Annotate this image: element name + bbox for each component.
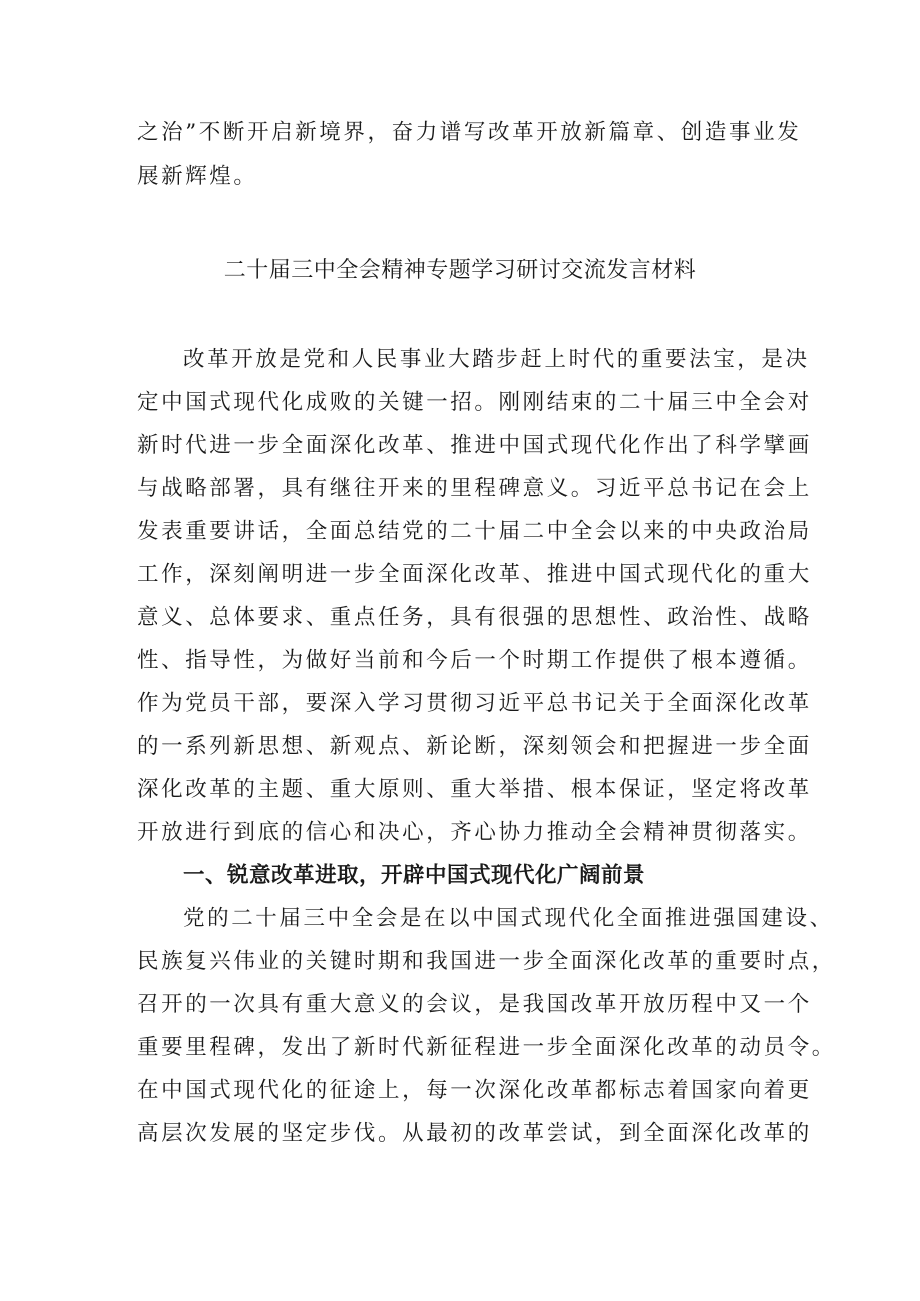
text-line: 作为党员干部，要深入学习贯彻习近平总书记关于全面深化改革 <box>137 691 812 716</box>
text-line: 民族复兴伟业的关键时期和我国进一步全面深化改革的重要时点， <box>137 949 836 974</box>
text-line: 改革开放是党和人民事业大踏步赶上时代的重要法宝，是决 <box>183 347 810 372</box>
document-title: 二十届三中全会精神专题学习研讨交流发言材料 <box>223 258 697 283</box>
text-line: 发表重要讲话，全面总结党的二十届二中全会以来的中央政治局 <box>137 519 812 544</box>
text-line: 在中国式现代化的征途上，每一次深化改革都标志着国家向着更 <box>137 1078 812 1103</box>
text-line: 工作，深刻阐明进一步全面深化改革、推进中国式现代化的重大 <box>137 562 812 587</box>
text-line: 性、指导性，为做好当前和今后一个时期工作提供了根本遵循。 <box>137 648 812 673</box>
text-line: 与战略部署，具有继往开来的里程碑意义。习近平总书记在会上 <box>137 476 812 501</box>
text-line: 展新辉煌。 <box>137 164 258 189</box>
text-line: 深化改革的主题、重大原则、重大举措、根本保证，坚定将改革 <box>137 777 812 802</box>
text-line: 定中国式现代化成败的关键一招。刚刚结束的二十届三中全会对 <box>137 390 812 415</box>
text-line: 高层次发展的坚定步伐。从最初的改革尝试，到全面深化改革的 <box>137 1121 812 1146</box>
text-line: 的一系列新思想、新观点、新论断，深刻领会和把握进一步全面 <box>137 734 812 759</box>
text-line: 新时代进一步全面深化改革、推进中国式现代化作出了科学擘画 <box>137 433 812 458</box>
section-heading: 一、锐意改革进取，开辟中国式现代化广阔前景 <box>183 863 646 888</box>
text-line: 开放进行到底的信心和决心，齐心协力推动全会精神贯彻落实。 <box>137 820 812 845</box>
text-line: 召开的一次具有重大意义的会议，是我国改革开放历程中又一个 <box>137 992 812 1017</box>
text-line: 重要里程碑，发出了新时代新征程进一步全面深化改革的动员令。 <box>137 1035 836 1060</box>
text-line: 意义、总体要求、重点任务，具有很强的思想性、政治性、战略 <box>137 605 812 630</box>
text-line: 之治”不断开启新境界，奋力谱写改革开放新篇章、创造事业发 <box>137 120 802 145</box>
text-line: 党的二十届三中全会是在以中国式现代化全面推进强国建设、 <box>183 906 834 931</box>
